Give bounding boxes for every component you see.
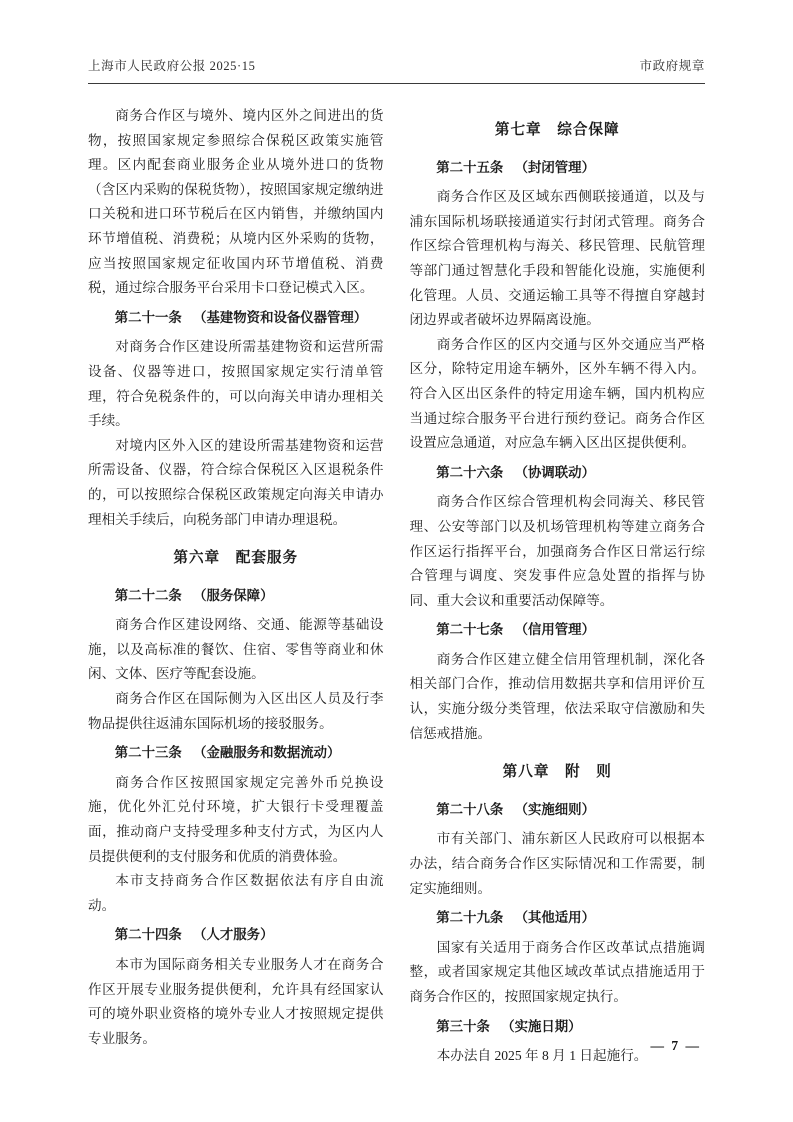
article-title: （封闭管理） — [514, 159, 595, 175]
article-number: 第二十七条 — [436, 622, 504, 638]
article-heading — [410, 906, 706, 931]
article-title: （其他适用） — [514, 910, 595, 926]
article-heading — [88, 584, 384, 609]
article-number: 第二十六条 — [436, 464, 504, 480]
gazette-title: 上海市人民政府公报 2025·15 — [88, 59, 256, 73]
paragraph: 商务合作区建立健全信用管理机制，深化各相关部门合作，推动信用数据共享和信用评价互认，实施分级分类管理，依法采取守信激励和失信惩戒措施。 — [409, 651, 705, 741]
left-column — [88, 104, 384, 1069]
article-heading — [410, 798, 706, 823]
article-title: （服务保障） — [193, 587, 274, 603]
article-number: 第二十一条 — [114, 309, 182, 325]
section-label: 市政府规章 — [639, 59, 705, 73]
article-heading — [410, 618, 706, 643]
article-heading — [410, 156, 706, 181]
paragraph: 对商务合作区建设所需基建物资和运营所需设备、仪器等进口，按照国家规定实行清单管理，符合免税条件的，可以向海关申请办理相关手续。 — [88, 339, 384, 429]
paragraph: 对境内区外入区的建设所需基建物资和运营所需设备、仪器，符合综合保税区入区退税条件的，可以按照综合保税区政策规定向海关申请办理相关手续后，向税务部门申请办理退税。 — [88, 437, 384, 527]
article-title: （金融服务和数据流动） — [193, 745, 341, 761]
article-number: 第二十五条 — [436, 159, 504, 175]
article-title: （实施细则） — [514, 801, 595, 817]
article-number: 第二十八条 — [436, 801, 504, 817]
article-number: 第三十条 — [436, 1018, 490, 1034]
article-number: 第二十二条 — [114, 587, 182, 603]
paragraph: 商务合作区的区内交通与区外交通应当严格区分，除特定用途车辆外，区外车辆不得入内。符合入区出区条件的特定用途车辆，国内机构应当通过综合服务平台进行预约登记。商务合作区设置应急通道，对应急车辆入区出区提供便利。 — [409, 336, 705, 451]
article-number: 第二十九条 — [436, 910, 504, 926]
chapter-heading: 第八章 附 则 — [502, 764, 612, 781]
article-number: 第二十三条 — [114, 745, 182, 761]
paragraph: 商务合作区综合管理机构会同海关、移民管理、公安等部门以及机场管理机构等建立商务合作区运行指挥平台，加强商务合作区日常运行综合管理与调度、突发事件应急处置的指挥与协同、重大会议和重要活动保障等。 — [409, 494, 705, 608]
paragraph: 商务合作区与境外、境内区外之间进出的货物，按照国家规定参照综合保税区政策实施管理。区内配套商业服务企业从境外进口的货物（含区内采购的保税货物），按照国家规定缴纳进口关税和进口环节税后在区内销售，并缴纳国内环节增值税、消费税；从境内区外采购的货物，应当按照国家规定征收国内环节增值税、消费税，通过综合服务平台采用卡口登记模式入区。 — [88, 108, 384, 296]
chapter-heading: 第七章 综合保障 — [494, 122, 620, 138]
paragraph: 商务合作区按照国家规定完善外币兑换设施，优化外汇兑付环境，扩大银行卡受理覆盖面，推动商户支持受理多种支付方式，为区内人员提供便利的支付服务和优质的消费体验。 — [88, 774, 384, 864]
article-heading — [88, 306, 384, 331]
article-title: （人才服务） — [193, 927, 274, 943]
article-heading — [88, 923, 384, 948]
article-title: （实施日期） — [501, 1018, 582, 1034]
article-heading — [410, 1015, 706, 1040]
paragraph: 商务合作区建设网络、交通、能源等基础设施，以及高标准的餐饮、住宿、零售等商业和休闲、文体、医疗等配套设施。 — [88, 617, 384, 682]
paragraph: 商务合作区在国际侧为入区出区人员及行李物品提供往返浦东国际机场的接驳服务。 — [88, 691, 384, 731]
paragraph: 本市支持商务合作区数据依法有序自由流动。 — [88, 873, 384, 913]
paragraph: 本办法自 2025 年 8 月 1 日起施行。 — [436, 1048, 648, 1064]
paragraph: 市有关部门、浦东新区人民政府可以根据本办法，结合商务合作区实际情况和工作需要，制定实施细则。 — [409, 831, 705, 896]
article-number: 第二十四条 — [114, 927, 182, 943]
right-column — [410, 104, 706, 1069]
paragraph: 国家有关适用于商务合作区改革试点措施调整，或者国家规定其他区域改革试点措施适用于商务合作区的，按照国家规定执行。 — [409, 939, 705, 1004]
article-heading — [88, 741, 384, 766]
document-body — [88, 104, 705, 1069]
article-title: （协调联动） — [514, 464, 595, 480]
article-heading — [410, 461, 706, 486]
article-title: （信用管理） — [514, 622, 595, 638]
chapter-heading: 第六章 配套服务 — [173, 550, 299, 567]
page-header — [88, 56, 705, 84]
page-number: — 7 — — [650, 1038, 701, 1053]
article-title: （基建物资和设备仪器管理） — [193, 309, 368, 325]
paragraph: 商务合作区及区域东西侧联接通道，以及与浦东国际机场联接通道实行封闭式管理。商务合作区综合管理机构与海关、移民管理、民航管理等部门通过智慧化手段和智能化设施，实施便利化管理。人员、交通运输工具等不得擅自穿越封闭边界或者破坏边界隔离设施。 — [409, 189, 705, 328]
paragraph: 本市为国际商务相关专业服务人才在商务合作区开展专业服务提供便利，允许具有经国家认可的境外职业资格的境外专业人才按照规定提供专业服务。 — [88, 957, 384, 1046]
